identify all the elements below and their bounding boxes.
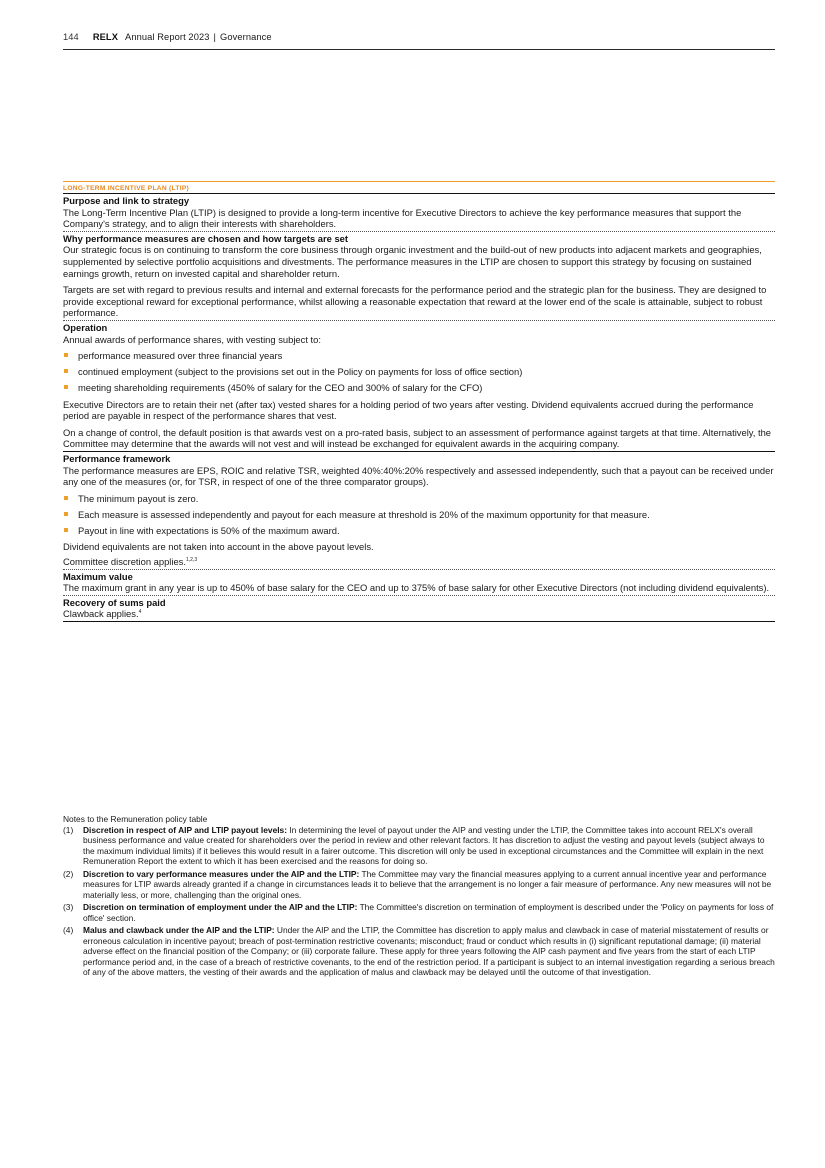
note-item (63, 925, 775, 978)
ltip-section-title: LONG-TERM INCENTIVE PLAN (LTIP) (63, 182, 775, 194)
note-text: Under the AIP and the LTIP, the Committee has discretion to apply malus and clawback in case of material misstatement of results or erroneous calculation in incentive payout; breach of post-termination restrictive covenants; misconduct; fraud or conduct which results in (i) significant reputational damage; (ii) material adverse effect on the financial position of the Company; or (iii) corporate failure. These apply for three years following the AIP cash payment and five years from the start of each LTIP performance period and, in the case of a breach of restrictive covenants, to the end of the restriction period. If a participant is subject to an internal investigation regarding a serious breach of any of the above matters, the vesting of their awards and the application of malus and clawback may be delayed until the outcome of that investigation. (83, 925, 775, 977)
clawback-text: Clawback applies. (63, 608, 139, 620)
why-block (63, 232, 775, 321)
purpose-block (63, 194, 775, 232)
operation-list (63, 350, 775, 394)
ltip-table (63, 181, 775, 622)
footnote-ref: 4 (138, 609, 142, 616)
note-number: (2) (63, 868, 74, 879)
note-number: (3) (63, 902, 74, 912)
framework-intro: The performance measures are EPS, ROIC and relative TSR, weighted 40%:40%:20% respectively and assessed independently, such that a payout can be received under any one of the measures (or, for TSR, in respect of one of the three comparator groups). (63, 464, 774, 488)
page-header (63, 32, 775, 50)
list-item: Each measure is assessed independently and payout for each measure at threshold is 20% of the maximum opportunity for that measure. (63, 509, 775, 521)
note-heading: Discretion on termination of employment under the AIP and the LTIP: (83, 902, 358, 912)
why-paragraph-2: Targets are set with regard to previous results and internal and external forecasts for the performance period and the strategic plan for the business. They are designed to provide exceptional reward for exceptional performance, whilst allowing a reasonable expectation that reward at the lower end of the scale is attainable, subject to robust performance. (63, 284, 767, 319)
note-heading: Malus and clawback under the AIP and the LTIP: (83, 925, 275, 935)
report-title: Annual Report 2023 (125, 32, 210, 42)
note-number: (4) (63, 925, 74, 935)
operation-paragraph-2: Executive Directors are to retain their net (after tax) vested shares for a holding period of two years after vesting. Dividend equivalents accrued during the performance period are payable in respect of the performance shares that vest. (63, 398, 754, 422)
operation-paragraph-3: On a change of control, the default position is that awards vest on a pro-rated basis, subject to an assessment of performance against targets at that time. Alternatively, the Committee may determine that the awards will not vest and will instead be exchanged for equivalent awards in the acquiring company. (63, 426, 772, 450)
operation-heading: Operation (63, 321, 108, 333)
note-text: The Committee's discretion on termination of employment is described under the 'Policy on payments for loss of office' section. (83, 902, 774, 923)
framework-list (63, 493, 775, 537)
maximum-block (63, 570, 775, 596)
page-number: 144 (63, 32, 79, 42)
committee-discretion-text: Committee discretion applies. (63, 556, 186, 567)
header-separator: | (213, 32, 217, 42)
purpose-heading: Purpose and link to strategy (63, 195, 190, 206)
note-text: The Committee may vary the financial measures applying to a current annual incentive year and performance measures for LTIP awards already granted if a change in circumstances leads it to believe that the arrangement is no longer a fair measure of performance. Any new measures will not be materially less, or more, challenging than the original ones. (83, 868, 772, 900)
maximum-text: The maximum grant in any year is up to 450% of base salary for the CEO and up to 375% of base salary for other Executive Directors (not including dividend equivalents). (63, 582, 770, 594)
framework-paragraph-3 (63, 556, 775, 568)
list-item: The minimum payout is zero. (63, 493, 775, 505)
recovery-block (63, 596, 775, 622)
maximum-heading: Maximum value (63, 570, 133, 582)
list-item: meeting shareholding requirements (450% of salary for the CEO and 300% of salary for the CFO) (63, 382, 775, 394)
notes-section (63, 814, 775, 980)
list-item: Payout in line with expectations is 50% of the maximum award. (63, 525, 775, 537)
purpose-text: The Long-Term Incentive Plan (LTIP) is designed to provide a long-term incentive for Executive Directors to achieve the key performance measures that support the Company's strategy, and to align their interests with shareholders. (63, 206, 742, 230)
why-heading: Why performance measures are chosen and how targets are set (63, 232, 348, 244)
note-heading: Discretion in respect of AIP and LTIP payout levels: (83, 824, 287, 835)
framework-heading: Performance framework (63, 453, 171, 465)
note-text: In determining the level of payout under the AIP and vesting under the LTIP, the Committee takes into account RELX's overall business performance and value created for shareholders over the period in review and other relevant factors. It has discretion to adjust the vesting and payout levels (subject always to the maximum individual limits) if it believes this would result in a fairer outcome. This discretion will only be used in exceptional circumstances and the Committee will explain in the next Remuneration Report the extent to which it has been exercised and the reasons for doing so. (83, 824, 765, 866)
operation-block (63, 321, 775, 452)
note-item (63, 902, 775, 923)
note-item (63, 825, 775, 867)
recovery-heading: Recovery of sums paid (63, 596, 166, 608)
list-item: performance measured over three financial years (63, 350, 775, 362)
note-number: (1) (63, 824, 74, 835)
operation-intro: Annual awards of performance shares, with vesting subject to: (63, 333, 321, 345)
notes-title: Notes to the Remuneration policy table (63, 814, 208, 824)
recovery-text (63, 608, 775, 620)
footnote-ref: 1,2,3 (185, 556, 198, 563)
note-item (63, 869, 775, 901)
section-name: Governance (220, 32, 272, 42)
why-paragraph-1: Our strategic focus is on continuing to transform the core business through organic investment and the build-out of new products into adjacent markets and geographies, supplemented by selective portfolio acquisitions and divestments. The performance measures in the LTIP are chosen to support this strategy by focusing on sustained earnings growth, return on invested capital and shareholder return. (63, 244, 762, 279)
brand-name: RELX (92, 32, 119, 42)
note-heading: Discretion to vary performance measures under the AIP and the LTIP: (83, 868, 360, 879)
framework-block (63, 452, 775, 570)
framework-paragraph-2: Dividend equivalents are not taken into account in the above payout levels. (63, 541, 374, 553)
list-item: continued employment (subject to the provisions set out in the Policy on payments for loss of office section) (63, 366, 775, 378)
